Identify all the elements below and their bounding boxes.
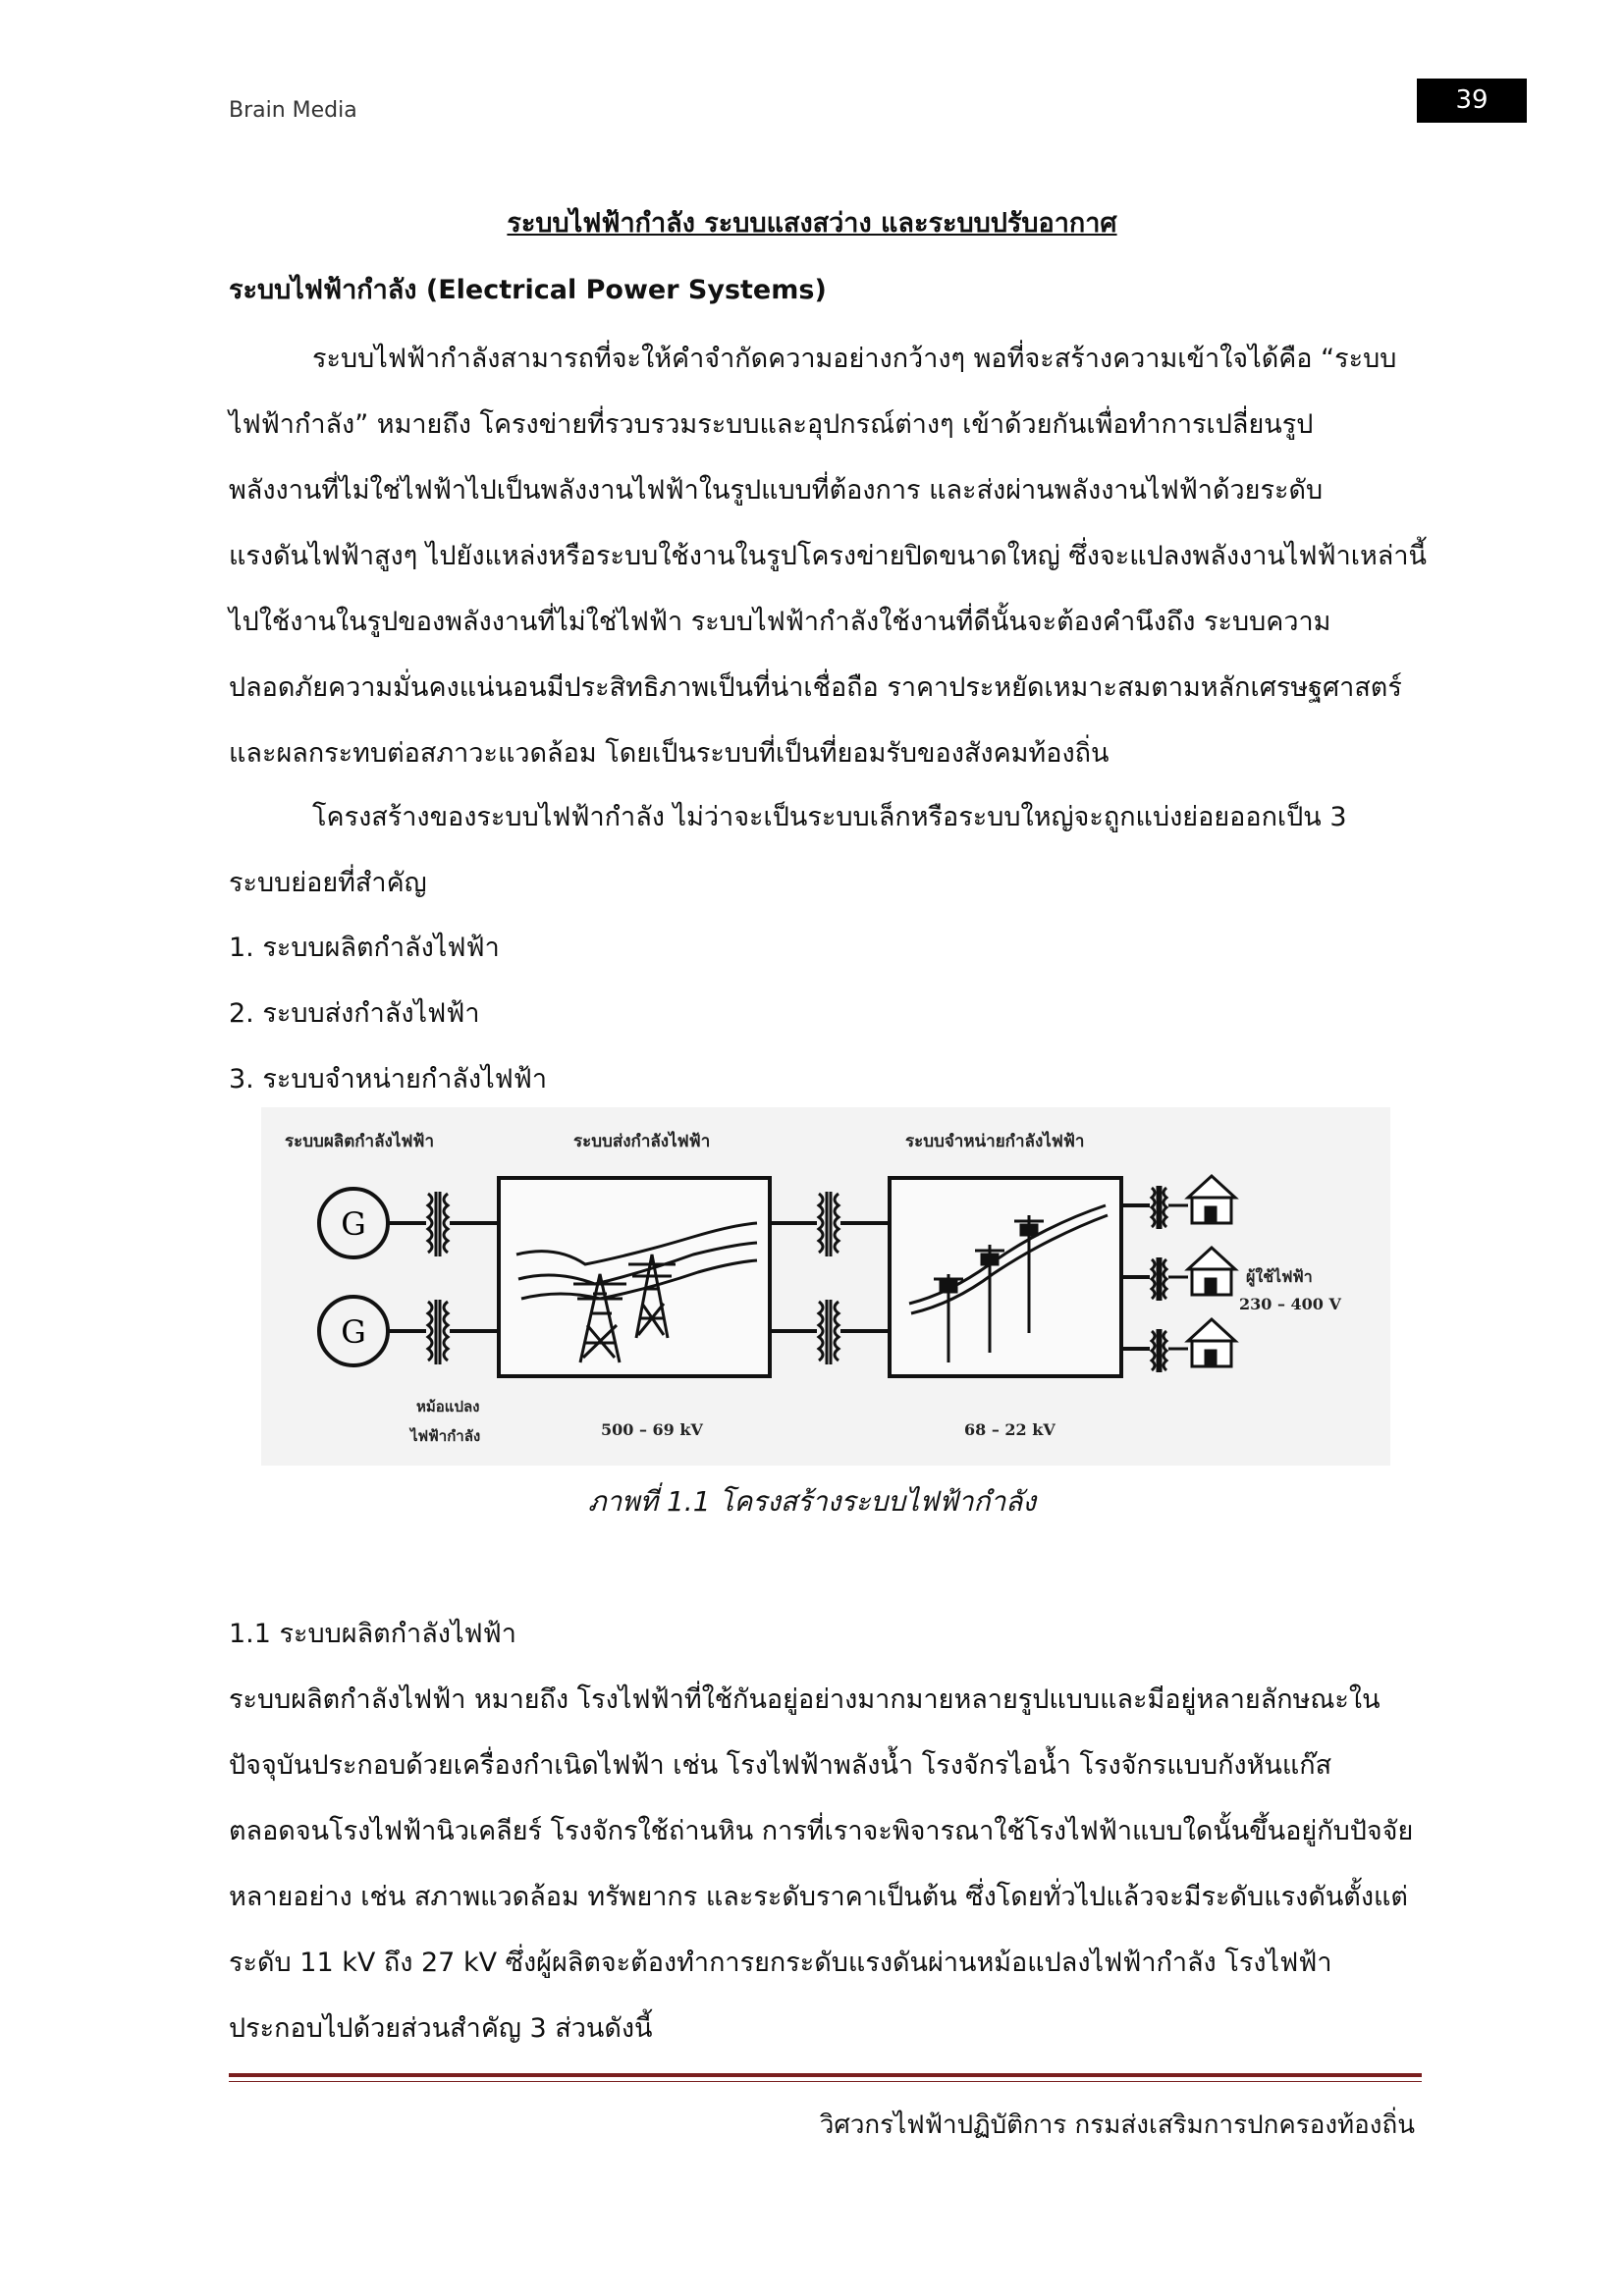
power-system-figure (261, 1107, 1390, 1466)
page-title: ระบบไฟฟ้ากำลัง ระบบแสงสว่าง และระบบปรับอากาศ (507, 208, 1117, 239)
generator-symbol: G (341, 1313, 366, 1351)
power-system-diagram (261, 1107, 1390, 1466)
paragraph-line: หลายอย่าง เช่น สภาพแวดล้อม ทรัพยากร และระดับราคาเป็นต้น ซึ่งโดยทั่วไปแล้วจะมีระดับแรงดันตั้งแต่ (229, 1882, 1408, 1912)
house-icon (1188, 1248, 1235, 1295)
generator-2 (319, 1297, 388, 1365)
paragraph-line: ระบบผลิตกำลังไฟฟ้า หมายถึง โรงไฟฟ้าที่ใช้กันอยู่อย่างมากมายหลายรูปแบบและมีอยู่หลายลักษณะใน (229, 1684, 1380, 1715)
house-icon (1188, 1319, 1235, 1366)
consumer-voltage: 230 – 400 V (1239, 1295, 1341, 1313)
distribution-voltage: 68 – 22 kV (964, 1420, 1056, 1439)
list-item: 1. ระบบผลิตกำลังไฟฟ้า (229, 933, 500, 963)
consumer-label: ผู้ใช้ไฟฟ้า (1246, 1267, 1313, 1286)
paragraph-line: แรงดันไฟฟ้าสูงๆ ไปยังแหล่งหรือระบบใช้งานในรูปโครงข่ายปิดขนาดใหญ่ ซึ่งจะแปลงพลังงานไฟฟ้าเหล่านี้ (229, 541, 1427, 571)
footer-rule-thick (229, 2073, 1422, 2077)
paragraph-line: ปัจจุบันประกอบด้วยเครื่องกำเนิดไฟฟ้า เช่น โรงไฟฟ้าพลังน้ำ โรงจักรไอน้ำ โรงจักรแบบกังหันแก๊ส (229, 1750, 1332, 1781)
paragraph-line: ระดับ 11 kV ถึง 27 kV ซึ่งผู้ผลิตจะต้องทำการยกระดับแรงดันผ่านหม้อแปลงไฟฟ้ากำลัง โรงไฟฟ้า (229, 1948, 1332, 1978)
generator-1 (319, 1189, 388, 1257)
footer-rule-thin (229, 2081, 1422, 2082)
step-up-transformer-icon (428, 1192, 448, 1364)
paragraph-line: และผลกระทบต่อสภาวะแวดล้อม โดยเป็นระบบที่เป็นที่ยอมรับของสังคมท้องถิ่น (229, 738, 1110, 769)
transmission-voltage: 500 – 69 kV (601, 1420, 703, 1439)
paragraph-line: ไฟฟ้ากำลัง” หมายถึง โครงข่ายที่รวบรวมระบบและอุปกรณ์ต่างๆ เข้าด้วยกันเพื่อทำการเปลี่ยนรูป (229, 409, 1314, 440)
paragraph-line: ตลอดจนโรงไฟฟ้านิวเคลียร์ โรงจักรใช้ถ่านหิน การที่เราจะพิจารณาใช้โรงไฟฟ้าแบบใดนั้นขึ้นอยู่กับปัจจัย (229, 1816, 1414, 1846)
paragraph-line: ไปใช้งานในรูปของพลังงานที่ไม่ใช่ไฟฟ้า ระบบไฟฟ้ากำลังใช้งานที่ดีนั้นจะต้องคำนึงถึง ระบบความ (229, 607, 1331, 637)
section-heading: ระบบไฟฟ้ากำลัง (Electrical Power Systems) (229, 275, 827, 305)
publisher-name: Brain Media (229, 98, 357, 123)
footer-text: วิศวกรไฟฟ้าปฏิบัติการ กรมส่งเสริมการปกครองท้องถิ่น (819, 2110, 1415, 2140)
figure-caption: ภาพที่ 1.1 โครงสร้างระบบไฟฟ้ากำลัง (587, 1485, 1036, 1518)
paragraph-line: ระบบไฟฟ้ากำลังสามารถที่จะให้คำจำกัดความอย่างกว้างๆ พอที่จะสร้างความเข้าใจได้คือ “ระบบ (312, 344, 1397, 374)
generator-symbol: G (341, 1205, 366, 1243)
list-item: 3. ระบบจำหน่ายกำลังไฟฟ้า (229, 1064, 548, 1095)
transformer-label: ไฟฟ้ากำลัง (410, 1427, 481, 1445)
substation-transformer-icon (819, 1192, 839, 1364)
label-transmission: ระบบส่งกำลังไฟฟ้า (573, 1132, 711, 1151)
paragraph-line: ระบบย่อยที่สำคัญ (229, 868, 427, 898)
paragraph-line: ประกอบไปด้วยส่วนสำคัญ 3 ส่วนดังนี้ (229, 2013, 653, 2044)
label-generation: ระบบผลิตกำลังไฟฟ้า (285, 1132, 434, 1151)
label-distribution: ระบบจำหน่ายกำลังไฟฟ้า (905, 1132, 1085, 1151)
paragraph-line: พลังงานที่ไม่ใช่ไฟฟ้าไปเป็นพลังงานไฟฟ้าในรูปแบบที่ต้องการ และส่งผ่านพลังงานไฟฟ้าด้วยระดับ (229, 475, 1324, 506)
subsection-heading: 1.1 ระบบผลิตกำลังไฟฟ้า (229, 1619, 516, 1649)
house-icon (1188, 1176, 1235, 1223)
transformer-label: หม้อแปลง (416, 1398, 480, 1415)
paragraph-line: โครงสร้างของระบบไฟฟ้ากำลัง ไม่ว่าจะเป็นระบบเล็กหรือระบบใหญ่จะถูกแบ่งย่อยออกเป็น 3 (312, 802, 1347, 832)
distribution-box (890, 1178, 1121, 1376)
page-number: 39 (1417, 79, 1527, 123)
list-item: 2. ระบบส่งกำลังไฟฟ้า (229, 998, 480, 1029)
paragraph-line: ปลอดภัยความมั่นคงแน่นอนมีประสิทธิภาพเป็นที่น่าเชื่อถือ ราคาประหยัดเหมาะสมตามหลักเศรษฐศาสตร์ (229, 672, 1402, 703)
customer-transformer-icon (1152, 1186, 1166, 1372)
